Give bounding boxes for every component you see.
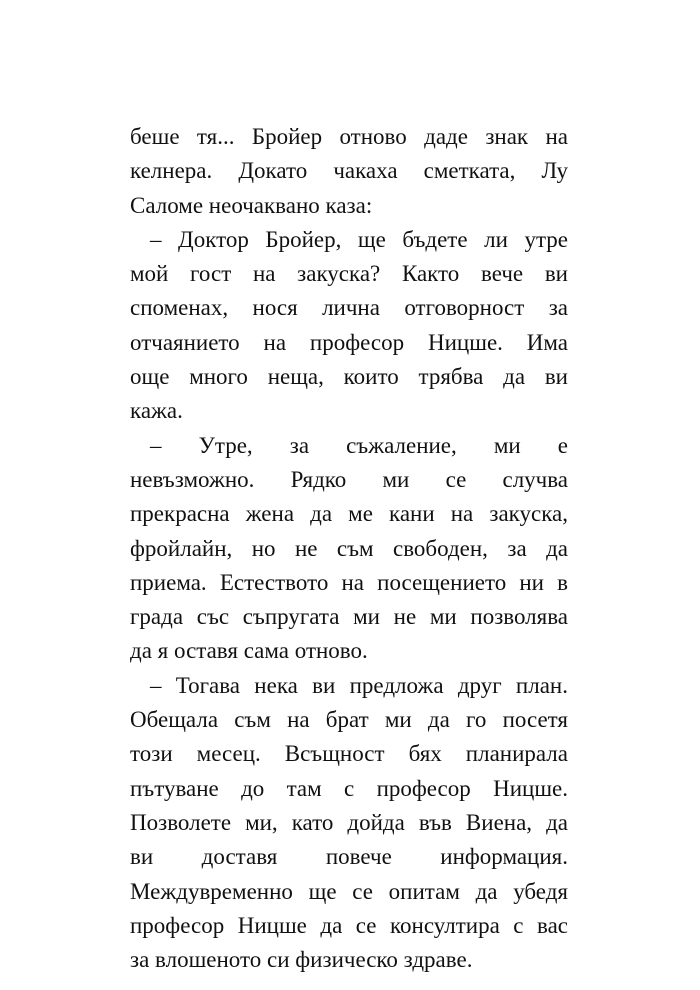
paragraph-1: [130, 120, 568, 223]
text-line: Саломе неочаквано каза:: [130, 192, 373, 218]
text-line: келнера. Докато чакаха сметката, Лу: [130, 158, 568, 184]
text-line: да я оставя сама отново.: [130, 638, 368, 664]
text-line: Обещала съм на брат ми да го посетя: [130, 707, 568, 733]
text-line: Междувременно ще се опитам да убедя: [130, 878, 568, 904]
text-line: мой гост на закуска? Както вече ви: [130, 261, 568, 287]
text-line: – Доктор Бройер, ще бъдете ли утре: [150, 226, 568, 252]
text-line: – Тогава нека ви предложа друг план.: [150, 672, 568, 698]
text-line: за влошеното си физическо здраве.: [130, 947, 473, 973]
text-line: прекрасна жена да ме кани на закуска,: [130, 501, 568, 527]
page-text: [130, 120, 568, 977]
text-line: града със съпругата ми не ми позволява: [130, 604, 568, 630]
text-line: приема. Естеството на посещението ни в: [130, 569, 568, 595]
text-line: отчаянието на професор Ницше. Има: [130, 329, 568, 355]
text-line: пътуване до там с професор Ницше.: [130, 775, 568, 801]
text-line: кажа.: [130, 398, 183, 424]
text-line: Позволете ми, като дойда във Виена, да: [130, 809, 568, 835]
text-line: невъзможно. Рядко ми се случва: [130, 466, 568, 492]
paragraph-4: [130, 669, 568, 978]
text-line: този месец. Всъщност бях планирала: [130, 741, 568, 767]
text-line: професор Ницше да се консултира с вас: [130, 912, 568, 938]
paragraph-3: [130, 429, 568, 669]
text-line: фройлайн, но не съм свободен, за да: [130, 535, 568, 561]
text-line: – Утре, за съжаление, ми е: [150, 432, 568, 458]
text-line: беше тя... Бройер отново даде знак на: [130, 124, 568, 149]
text-line: още много неща, които трябва да ви: [130, 364, 568, 390]
text-line: ви доставя повече информация.: [130, 844, 568, 870]
text-line: споменах, нося лична отговорност за: [130, 295, 568, 321]
paragraph-2: [130, 223, 568, 429]
